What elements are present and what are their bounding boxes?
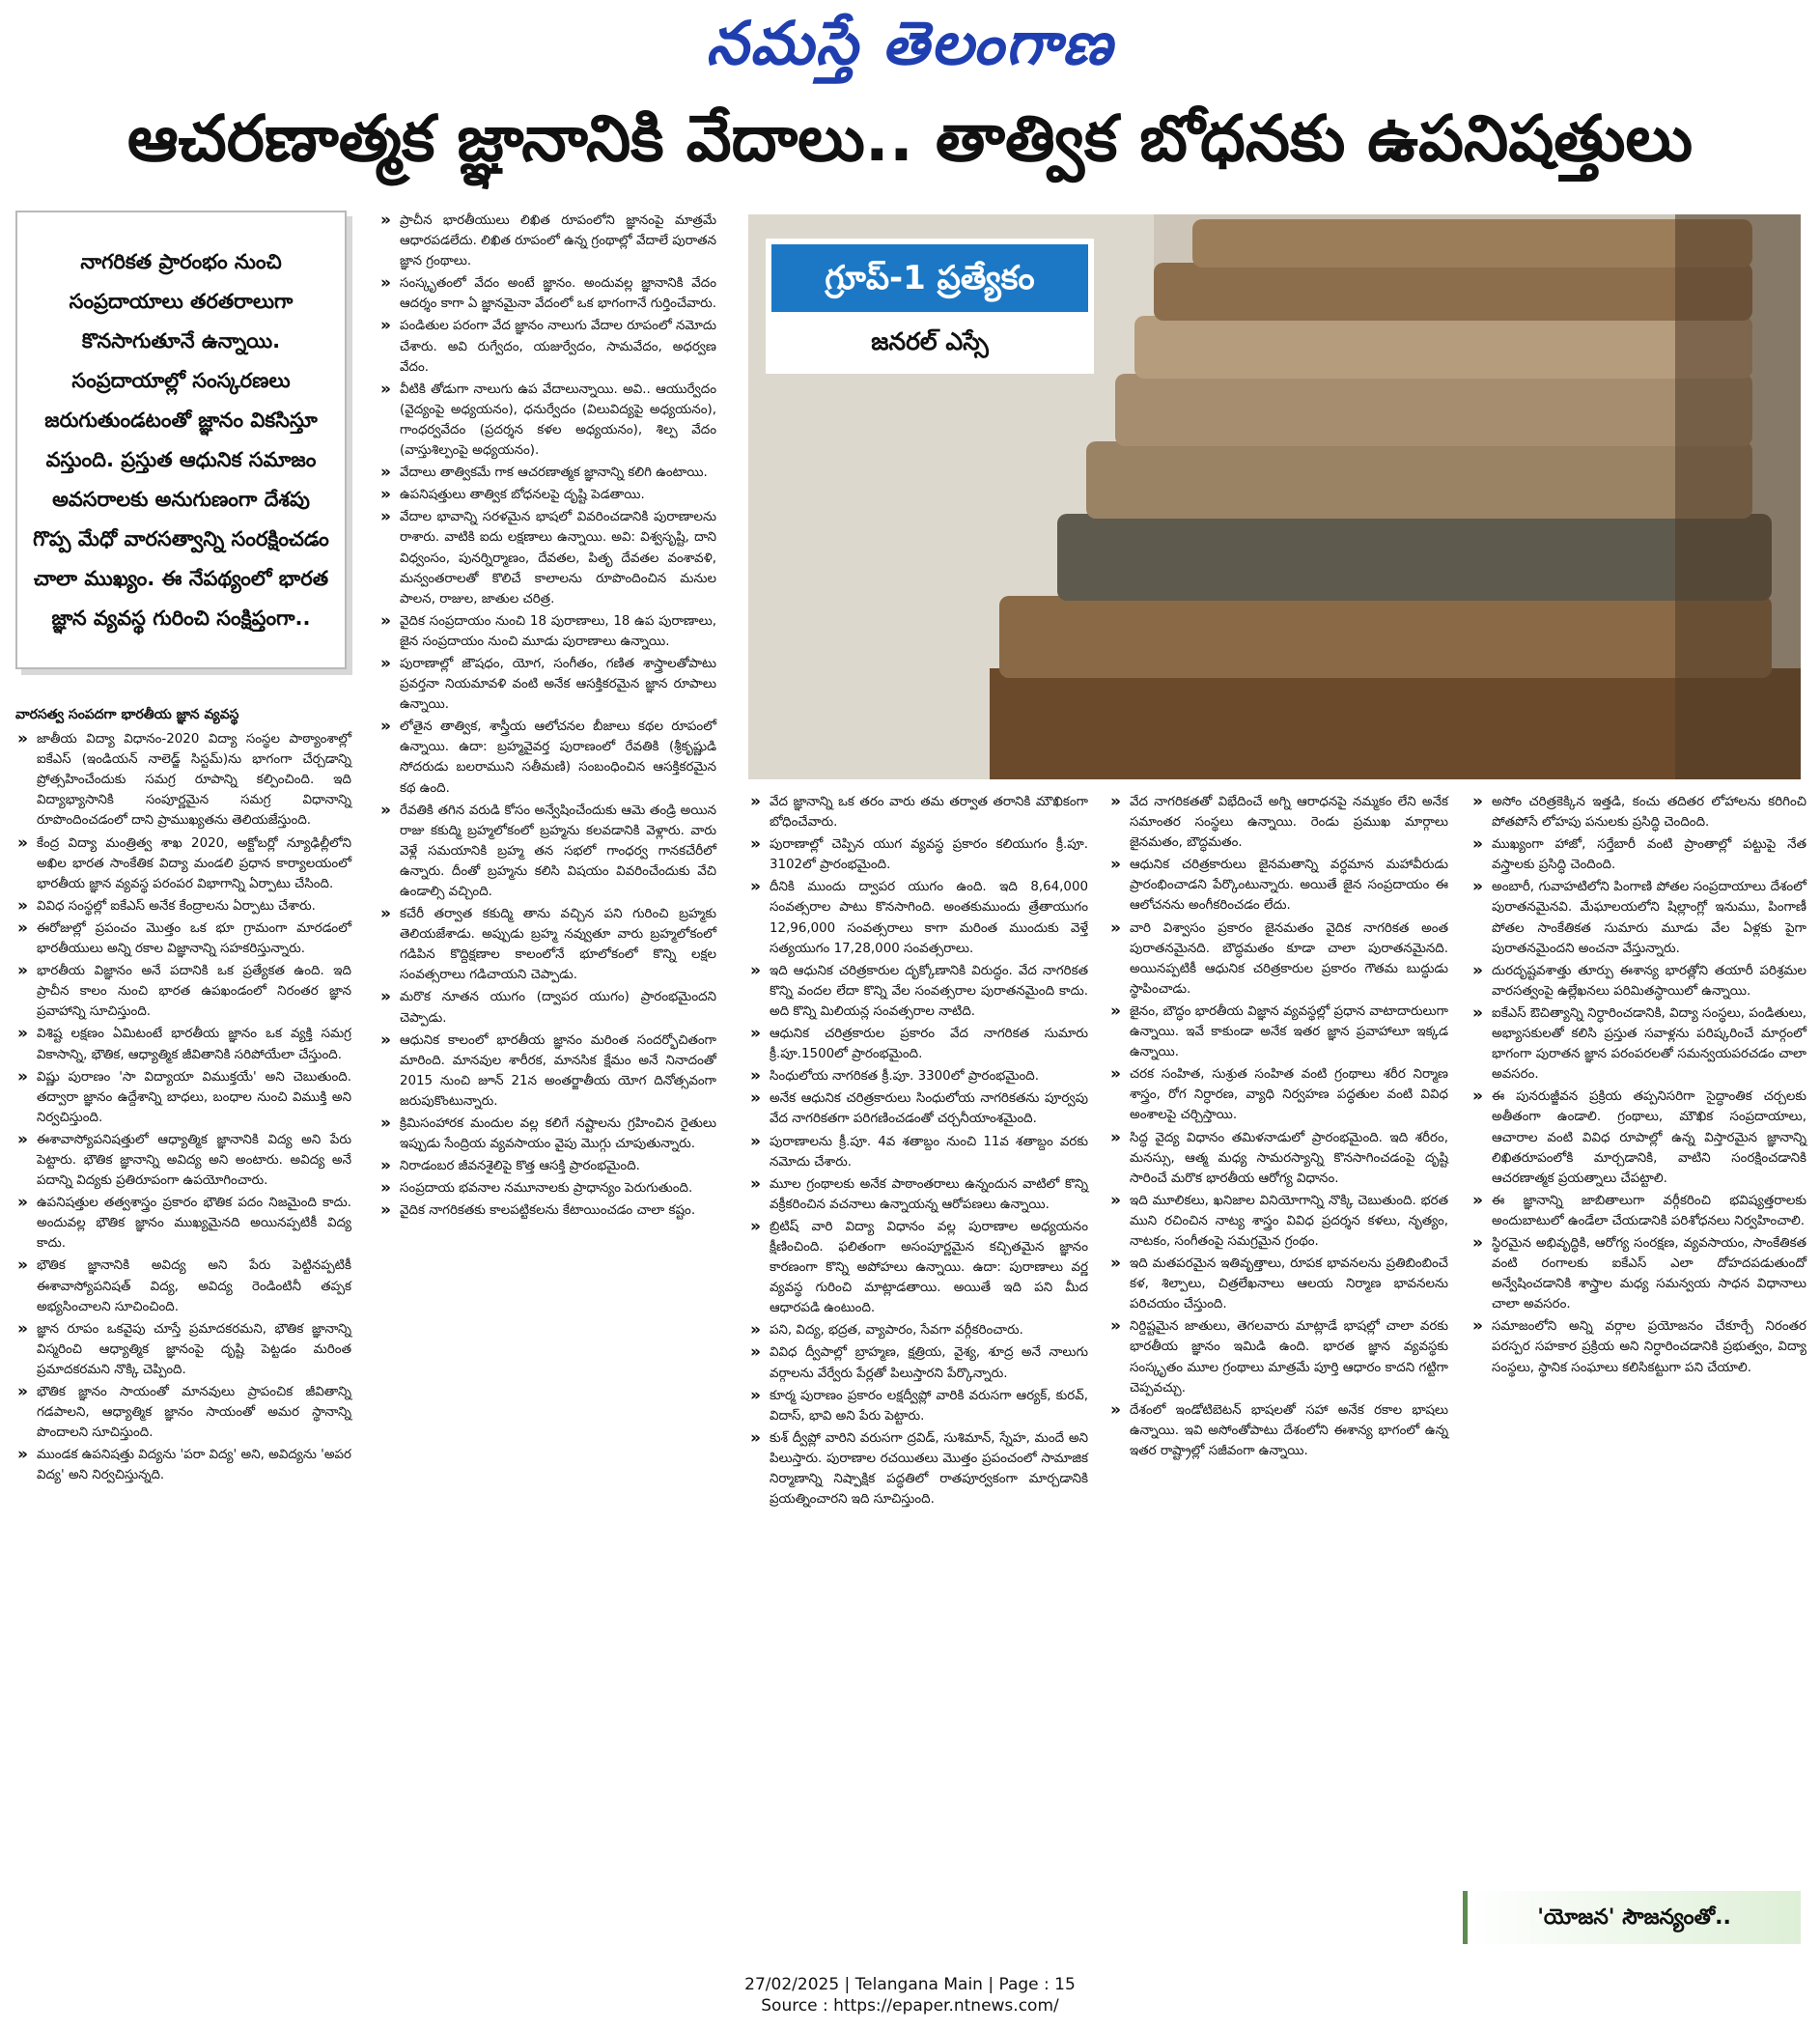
list-item: » వేదాల భావాన్ని సరళమైన భాషలో వివరించడానికి పురాణాలను రాశారు. వాటికి ఐదు లక్షణాలు ఉన్నాయి. అవి: విశ్వసృష్టి, దాని విధ్వంసం, పునర్నిర్మాణం, దేవతల, పితృ దేవతల వంశావళి, మన్వంతరాలతో కొలిచే కాలాలను రూపొందించిన మనుల పాలన, రాజుల, జాతుల చరిత్ర. [378,507,716,608]
list-item: » ఉపనిషత్తులు తాత్విక బోధనలపై దృష్టి పెడతాయి. [378,485,716,505]
list-item: » సంస్కృతంలో వేదం అంటే జ్ఞానం. అందువల్ల జ్ఞానానికి వేదం ఆదర్శం కాగా ఏ జ్ఞానమైనా వేదంలో ఒక భాగంగానే గుర్తించేవారు. [378,273,716,314]
list-item: » వీటికి తోడుగా నాలుగు ఉప వేదాలున్నాయి. అవి.. ఆయుర్వేదం (వైద్యంపై అధ్యయనం), ధనుర్వేదం (విలువిద్యపై అధ్యయనం), గాంధర్వవేదం (ప్రదర్శన కళల అధ్యయనం), శిల్ప వేదం (వాస్తుశిల్పంపై అధ్యయనం). [378,380,716,461]
list-item: » ఈశావాస్యోపనిషత్తులో ఆధ్యాత్మిక జ్ఞానానికి విద్య అని పేరు పెట్టారు. భౌతిక జ్ఞానాన్ని అవిద్య అని అంటారు. అవిద్య అనే పదాన్ని విద్యకు ప్రతిరూపంగా ఉపయోగించారు. [15,1130,351,1191]
badge-subtitle: జనరల్ ఎస్సే [871,327,989,355]
column-2 [378,211,716,1224]
list-item: » చరక సంహిత, సుశ్రుత సంహిత వంటి గ్రంథాలు శరీర నిర్మాణ శాస్త్రం, రోగ నిర్ధారణ, వ్యాధి నిర్వహణ పద్ధతుల వంటి వివిధ అంశాలపై చర్చిస్తాయి. [1108,1064,1448,1125]
list-item: » పురాణాలను క్రీ.పూ. 4వ శతాబ్దం నుంచి 11వ శతాబ్దం వరకు నమోదు చేశారు. [748,1132,1088,1172]
list-item: » జ్ఞాన రూపం ఒకవైపు చూస్తే ప్రమాదకరమని, భౌతిక జ్ఞానాన్ని విస్మరించి ఆధ్యాత్మిక జ్ఞానంపై దృష్టి పెట్టడం మరింత ప్రమాదకరమని నొక్కి చెప్పింది. [15,1319,351,1380]
masthead-logo: నమస్తే తెలంగాణ [706,8,1114,78]
list-item: » ఇది మతపరమైన ఇతివృత్తాలు, రూపక భావనలను ప్రతిబింబించే కళ, శిల్పాలు, చిత్రలేఖనాలు ఆలయ నిర్మాణ భావనలను పరిచయం చేస్తుంది. [1108,1254,1448,1314]
list-item: » జాతీయ విద్యా విధానం-2020 విద్యా సంస్థల పాఠ్యాంశాల్లో ఐకేఎస్ (ఇండియన్ నాలెడ్జ్ సిస్టమ్)ను భాగంగా చేర్చడాన్ని ప్రోత్సహించేందుకు సమగ్ర రూపాన్ని కల్పించింది. ఇది విద్యాభ్యాసానికి సంపూర్ణమైన సమగ్ర విధానాన్ని రూపొందించడంలో దాని ప్రాముఖ్యతను తెలియజేస్తుంది. [15,729,351,831]
list-item: » ఉపనిషత్తుల తత్వశాస్త్రం ప్రకారం భౌతిక పదం నిజమైంది కాదు. అందువల్ల భౌతిక జ్ఞానం ముఖ్యమైనది అయినప్పటికీ విద్య కాదు. [15,1193,351,1254]
list-item: » కూర్మ పురాణం ప్రకారం లక్షద్వీప్లో వారికి వరుసగా ఆర్యక్, కురవ్, విదాస్, భావి అని పేరు పెట్టారు. [748,1386,1088,1426]
list-item: » అసోం చరిత్రకెక్కిన ఇత్తడి, కంచు తదితర లోహాలను కరిగించి పోతపోసే లోహపు పనులకు ప్రసిద్ధి చెందింది. [1470,792,1806,832]
badge-title: గ్రూప్-1 ప్రత్యేకం [771,244,1088,312]
list-item: » ముఖ్యంగా హాజో, సర్తేబారీ వంటి ప్రాంతాల్లో పట్టుపై నేత వస్త్రాలకు ప్రసిద్ధి చెందింది. [1470,834,1806,875]
list-item: » వివిధ సంస్థల్లో ఐకేఎస్ అనేక కేంద్రాలను ఏర్పాటు చేశారు. [15,896,351,917]
list-item: » పని, విద్య, భద్రత, వ్యాపారం, సేవగా వర్గీకరించారు. [748,1320,1088,1340]
section-heading: వారసత్వ సంపదగా భారతీయ జ్ఞాన వ్యవస్థ [15,707,239,722]
list-item: » అంబారీ, గువాహటిలోని పింగాణి పోతల సంప్రదాయాలు దేశంలో పురాతనమైనవి. మేఘాలయలోని షిల్లాంగ్లో ఇనుము, పింగాణీ పోతల సాంకేతికత సుమారు మూడు వేల ఏళ్లకు పైగా పురాతనమైందని అంచనా వేస్తున్నారు. [1470,877,1806,958]
list-item: » ఇది ఆధునిక చరిత్రకారుల దృక్కోణానికి విరుద్ధం. వేద నాగరికత కొన్ని వందల లేదా కొన్ని వేల సంవత్సరాల పురాతనమైంది కాదు. అది కొన్ని మిలియన్ల సంవత్సరాల నాటిది. [748,961,1088,1022]
list-item: » ముండక ఉపనిషత్తు విద్యను 'పరా విద్య' అని, అవిద్యను 'అపర విద్య' అని నిర్వచిస్తున్నది. [15,1445,351,1485]
list-item: » భారతీయ విజ్ఞానం అనే పదానికి ఒక ప్రత్యేకత ఉంది. ఇది ప్రాచీన కాలం నుంచి భారత ఉపఖండంలో నిరంతర జ్ఞాన ప్రవాహాన్ని సూచిస్తుంది. [15,961,351,1022]
footer-source-link[interactable]: Source : https://epaper.ntnews.com/ [761,1996,1059,2016]
list-item: » కచేరీ తర్వాత కకుద్మి తాను వచ్చిన పని గురించి బ్రహ్మకు తెలియజేశాడు. అప్పుడు బ్రహ్మ నవ్వుతూ వారు బ్రహ్మలోకంలో గడిపిన కొద్దిక్షణాల కాలంలోనే భూలోకంలో కొన్ని లక్షల సంవత్సరాలు గడిచాయని చెప్పాడు. [378,904,716,985]
list-item: » విష్ణు పురాణం 'సా విద్యాయా విముక్తయే' అని చెబుతుంది. తద్వారా జ్ఞానం ఉద్దేశాన్ని బాధలు, బంధాల నుంచి విముక్తి అని నిర్వచిస్తుంది. [15,1067,351,1128]
list-item: » నిర్దిష్టమైన జాతులు, తెగలవారు మాట్లాడే భాషల్లో చాలా వరకు భారతీయ జ్ఞానం ఇమిడి ఉంది. భారత జ్ఞాన వ్యవస్థకు సంస్కృతం మూల గ్రంథాలు మాత్రమే పూర్తి ఆధారం కాదని గట్టిగా చెప్పవచ్చు. [1108,1316,1448,1397]
list-item: » వారి విశ్వాసం ప్రకారం జైనమతం వైదిక నాగరికత అంత పురాతనమైనది. బౌద్ధమతం కూడా చాలా పురాతనమైనది. అయినప్పటికీ ఆధునిక చరిత్రకారుల ప్రకారం గౌతమ బుద్ధుడు స్థాపించాడు. [1108,918,1448,1000]
section-badge [766,239,1094,374]
intro-box [15,211,347,669]
list-item: » వివిధ ద్వీపాల్లో బ్రాహ్మణ, క్షత్రియ, వైశ్య, శూద్ర అనే నాలుగు వర్గాలను వేర్వేరు పేర్లతో పిలుస్తారని పేర్కొన్నారు. [748,1342,1088,1383]
credit-box: 'యోజన' సౌజన్యంతో.. [1463,1891,1801,1944]
list-item: » ఈ పునరుజ్జీవన ప్రక్రియ తప్పనిసరిగా సైద్ధాంతిక చర్చలకు అతీతంగా ఉండాలి. గ్రంథాలు, మౌఖిక సంప్రదాయాలు, ఆచారాల వంటి వివిధ రూపాల్లో ఉన్న విస్తారమైన జ్ఞానాన్ని లిఖితరూపంలోకి మార్చడానికి, వాటిని సంరక్షించడానికి ఆచరణాత్మక ప్రయత్నాలు చేపట్టాలి. [1470,1086,1806,1188]
list-item: » ఆధునిక కాలంలో భారతీయ జ్ఞానం మరింత సందర్భోచితంగా మారింది. మానవుల శారీరక, మానసిక క్షేమం అనే నినాదంతో 2015 నుంచి జూన్ 21న అంతర్జాతీయ యోగ దినోత్సవంగా జరుపుకొంటున్నారు. [378,1030,716,1112]
list-item: » సిద్ధ వైద్య విధానం తమిళనాడులో ప్రారంభమైంది. ఇది శరీరం, మనస్సు, ఆత్మ మధ్య సామరస్యాన్ని కొనసాగించడంపై దృష్టి సారించే మరొక భారతీయ ఆరోగ్య విధానం. [1108,1128,1448,1189]
list-item: » జైనం, బౌద్ధం భారతీయ విజ్ఞాన వ్యవస్థల్లో ప్రధాన వాటాదారులుగా ఉన్నాయి. ఇవే కాకుండా అనేక ఇతర జ్ఞాన ప్రవాహాలూ ఇక్కడ ఉన్నాయి. [1108,1001,1448,1062]
list-item: » పండితుల పరంగా వేద జ్ఞానం నాలుగు వేదాల రూపంలో నమోదు చేశారు. అవి రుగ్వేదం, యజుర్వేదం, సామవేదం, అధర్వణ వేదం. [378,316,716,377]
list-item: » దురదృష్టవశాత్తు తూర్పు ఈశాన్య భారత్లోని తయారీ పరిశ్రమల వారసత్వంపై ఉల్లేఖనలు పరిమితస్థాయిలో ఉన్నాయి. [1470,961,1806,1001]
page-footer [0,1974,1820,2017]
article-headline: ఆచరణాత్మక జ్ఞానానికి వేదాలు.. తాత్విక బోధనకు ఉపనిషత్తులు [126,101,1694,176]
intro-text: నాగరికత ప్రారంభం నుంచి సంప్రదాయాలు తరతరాలుగా కొనసాగుతూనే ఉన్నాయి. సంప్రదాయాల్లో సంస్కరణలు జరుగుతుండటంతో జ్ఞానం వికసిస్తూ వస్తుంది. ప్రస్తుత ఆధునిక సమాజం అవసరాలకు అనుగుణంగా దేశపు గొప్ప మేధో వారసత్వాన్ని సంరక్షించడం చాలా ముఖ్యం. ఈ నేపథ్యంలో భారత జ్ఞాన వ్యవస్థ గురించి సంక్షిప్తంగా.. [33,249,329,630]
list-item: » ఇది మూలికలు, ఖనిజాల వినియోగాన్ని నొక్కి చెబుతుంది. భరత ముని రచించిన నాట్య శాస్త్రం వివిధ ప్రదర్శన కళలు, నృత్యం, నాటకం, సంగీతంపై సమగ్రమైన గ్రంథం. [1108,1191,1448,1252]
list-item: » విశిష్ట లక్షణం ఏమిటంటే భారతీయ జ్ఞానం ఒక వ్యక్తి సమగ్ర వికాసాన్ని, భౌతిక, ఆధ్యాత్మిక జీవితానికి సరిపోయేలా చేస్తుంది. [15,1024,351,1064]
list-item: » భౌతిక జ్ఞానానికి అవిద్య అని పేరు పెట్టినప్పటికీ ఈశావాస్యోపనిషత్ విద్య, అవిద్య రెండింటినీ తప్పక అభ్యసించాలని సూచించింది. [15,1255,351,1316]
list-item: » సింధులోయ నాగరికత క్రీ.పూ. 3300లో ప్రారంభమైంది. [748,1066,1088,1086]
list-item: » వైదిక సంప్రదాయం నుంచి 18 పురాణాలు, 18 ఉప పురాణాలు, జైన సంప్రదాయం నుంచి మూడు పురాణాలు ఉన్నాయి. [378,611,716,652]
list-item: » పురాణాల్లో జౌషధం, యోగ, సంగీతం, గణిత శాస్త్రాలతోపాటు ప్రవర్తనా నియమావళి వంటి అనేక ఆసక్తికరమైన జ్ఞాన రూపాలు ఉన్నాయి. [378,654,716,715]
list-item: » రేవతికి తగిన వరుడి కోసం అన్వేషించేందుకు ఆమె తండ్రి అయిన రాజు కకుద్మి బ్రహ్మలోకంలో బ్రహ్మను కలవడానికి వెళ్లారు. వారు వెళ్లే సమయానికి బ్రహ్మ తన సభలో గాంధర్వ గానకచేరీలో ఉన్నారు. దీంతో బ్రహ్మను కలిసి విషయం వివరించేందుకు వేచి ఉండాల్సి వచ్చింది. [378,801,716,902]
list-item: » సమాజంలోని అన్ని వర్గాల ప్రయోజనం చేకూర్చే నిరంతర పరస్పర సహకార ప్రక్రియ అని నిర్ధారించడానికి ప్రభుత్వం, విద్యా సంస్థలు, స్థానిక సంఘాలు కలిసికట్టుగా పని చేయాలి. [1470,1316,1806,1377]
list-item: » సంప్రదాయ భవనాల నమూనాలకు ప్రాధాన్యం పెరుగుతుంది. [378,1178,716,1199]
list-item: » బ్రిటిష్ వారి విద్యా విధానం వల్ల పురాణాల అధ్యయనం క్షీణించింది. ఫలితంగా అసంపూర్ణమైన కచ్చితమైన జ్ఞానం కారణంగా కొన్ని అపోహలు ఉన్నాయి. ఉదా: పురాణాలు వర్ణ వ్యవస్థ గురించి మాట్లాడతాయి. అయితే ఇది పని మీద ఆధారపడి ఉంటుంది. [748,1217,1088,1318]
list-item: » వైదిక నాగరికతకు కాలపట్టికలను కేటాయించడం చాలా కష్టం. [378,1200,716,1221]
column-1 [15,705,351,1487]
column-5 [1470,792,1806,1380]
list-item: » స్థిరమైన అభివృద్ధికి, ఆరోగ్య సంరక్షణ, వ్యవసాయం, సాంకేతికత వంటి రంగాలకు ఐకేఎస్ ఎలా దోహదపడుతుందో అన్వేషించడానికి శాస్త్రాల మధ్య సమన్వయ సాధన విధానాలు చాలా అవసరం. [1470,1233,1806,1314]
list-item: » వేదాలు తాత్వికమే గాక ఆచరణాత్మక జ్ఞానాన్ని కలిగి ఉంటాయి. [378,463,716,483]
list-item: » కుశ్ ద్వీప్లో వారిని వరుసగా ద్రవిడ్, సుశిమాన్, స్నేహ, మందే అని పిలుస్తారు. పురాణాల రచయితలు మొత్తం ప్రపంచంలో సామాజిక నిర్మాణాన్ని నిష్పాక్షిక పద్ధతిలో రాతపూర్వకంగా మార్చడానికి ప్రయత్నించారని ఇది సూచిస్తుంది. [748,1428,1088,1509]
list-item: » ఐకేఎస్ ఔచిత్యాన్ని నిర్ధారించడానికి, విద్యా సంస్థలు, పండితులు, అభ్యాసకులతో కలిసి ప్రస్తుత సవాళ్లను పరిష్కరించే మార్గంలో భాగంగా పురాతన జ్ఞాన పరంపరలతో సమన్వయపరచడం చాలా అవసరం. [1470,1003,1806,1085]
list-item: » ఈ జ్ఞానాన్ని జాబితాలుగా వర్గీకరించి భవిష్యత్తరాలకు అందుబాటులో ఉండేలా చేయడానికి పరిశోధనలు నిర్వహించాలి. [1470,1191,1806,1231]
list-item: » కేంద్ర విద్యా మంత్రిత్వ శాఖ 2020, అక్టోబర్లో న్యూఢిల్లీలోని అఖిల భారత సాంకేతిక విద్యా మండలి ప్రధాన కార్యాలయంలో భారతీయ జ్ఞాన వ్యవస్థ పరంపర విభాగాన్ని ఏర్పాటు చేసింది. [15,833,351,894]
footer-date-line: 27/02/2025 | Telangana Main | Page : 15 [744,1975,1076,1994]
list-item: » మూల గ్రంథాలకు అనేక పాఠాంతరాలు ఉన్నందున వాటిలో కొన్ని వక్రీకరించిన వచనాలు ఉన్నాయన్న ఆరోపణలు ఉన్నాయి. [748,1174,1088,1215]
list-item: » లోతైన తాత్విక, శాస్త్రీయ ఆలోచనల బీజాలు కథల రూపంలో ఉన్నాయి. ఉదా: బ్రహ్మవైవర్త పురాణంలో రేవతికి (శ్రీకృష్ణుడి సోదరుడు బలరాముని సతీమణి) సంబంధించిన ఆసక్తికరమైన కథ ఉంది. [378,717,716,798]
list-item: » క్రిమిసంహారక మందుల వల్ల కలిగే నష్టాలను గ్రహించిన రైతులు ఇప్పుడు సేంద్రియ వ్యవసాయం వైపు మొగ్గు చూపుతున్నారు. [378,1114,716,1154]
list-item: » వేద నాగరికతతో విభేదించే అగ్ని ఆరాధనపై నమ్మకం లేని అనేక సమాంతర సంస్థలు ఉన్నాయి. రెండు ప్రముఖ మార్గాలు జైనమతం, బౌద్ధమతం. [1108,792,1448,853]
column-3 [748,792,1088,1511]
list-item: » మరొక నూతన యుగం (ద్వాపర యుగం) ప్రారంభమైందని చెప్పాడు. [378,987,716,1028]
list-item: » అనేక ఆధునిక చరిత్రకారులు సింధులోయ నాగరికతను పూర్వపు వేద నాగరికతగా పరిగణించడంతో చర్చనీయాంశమైంది. [748,1088,1088,1129]
list-item: » ఆధునిక చరిత్రకారులు జైనమతాన్ని వర్ధమాన మహావీరుడు ప్రారంభించాడని పేర్కొంటున్నారు. అయితే జైన సంప్రదాయం ఈ ఆలోచనను అంగీకరించడం లేదు. [1108,855,1448,916]
list-item: » భౌతిక జ్ఞానం సాయంతో మానవులు ప్రాపంచిక జీవితాన్ని గడపాలని, ఆధ్యాత్మిక జ్ఞానం సాయంతో అమర స్థానాన్ని పొందాలని సూచిస్తుంది. [15,1382,351,1443]
list-item: » దేశంలో ఇండోటిబెటన్ భాషలతో సహా అనేక రకాల భాషలు ఉన్నాయి. ఇవి అసోంతోపాటు దేశంలోని ఈశాన్య భాగంలో ఉన్న ఇతర రాష్ట్రాల్లో సజీవంగా ఉన్నాయి. [1108,1400,1448,1461]
list-item: » ఆధునిక చరిత్రకారుల ప్రకారం వేద నాగరికత సుమారు క్రీ.పూ.1500లో ప్రారంభమైంది. [748,1024,1088,1064]
list-item: » ప్రాచీన భారతీయులు లిఖిత రూపంలోని జ్ఞానంపై మాత్రమే ఆధారపడలేదు. లిఖిత రూపంలో ఉన్న గ్రంథాల్లో వేదాలే పురాతన జ్ఞాన గ్రంథాలు. [378,211,716,271]
column-4 [1108,792,1448,1463]
list-item: » నిరాడంబర జీవనశైలిపై కొత్త ఆసక్తి ప్రారంభమైంది. [378,1156,716,1176]
list-item: » వేద జ్ఞానాన్ని ఒక తరం వారు తమ తర్వాత తరానికి మౌఖికంగా బోధించేవారు. [748,792,1088,832]
list-item: » ఈరోజుల్లో ప్రపంచం మొత్తం ఒక భూ గ్రామంగా మారడంలో భారతీయులు అన్ని రకాల విజ్ఞానాన్ని సహకరిస్తున్నారు. [15,918,351,959]
list-item: » దీనికి ముందు ద్వాపర యుగం ఉంది. ఇది 8,64,000 సంవత్సరాల పాటు కొనసాగింది. అంతకుముందు త్రేతాయుగం 12,96,000 సంవత్సరాలు కాగా మరింత ముందుకు వెళ్తే సత్యయుగం 17,28,000 సంవత్సరాలు. [748,877,1088,958]
list-item: » పురాణాల్లో చెప్పిన యుగ వ్యవస్థ ప్రకారం కలియుగం క్రీ.పూ. 3102లో ప్రారంభమైంది. [748,834,1088,875]
